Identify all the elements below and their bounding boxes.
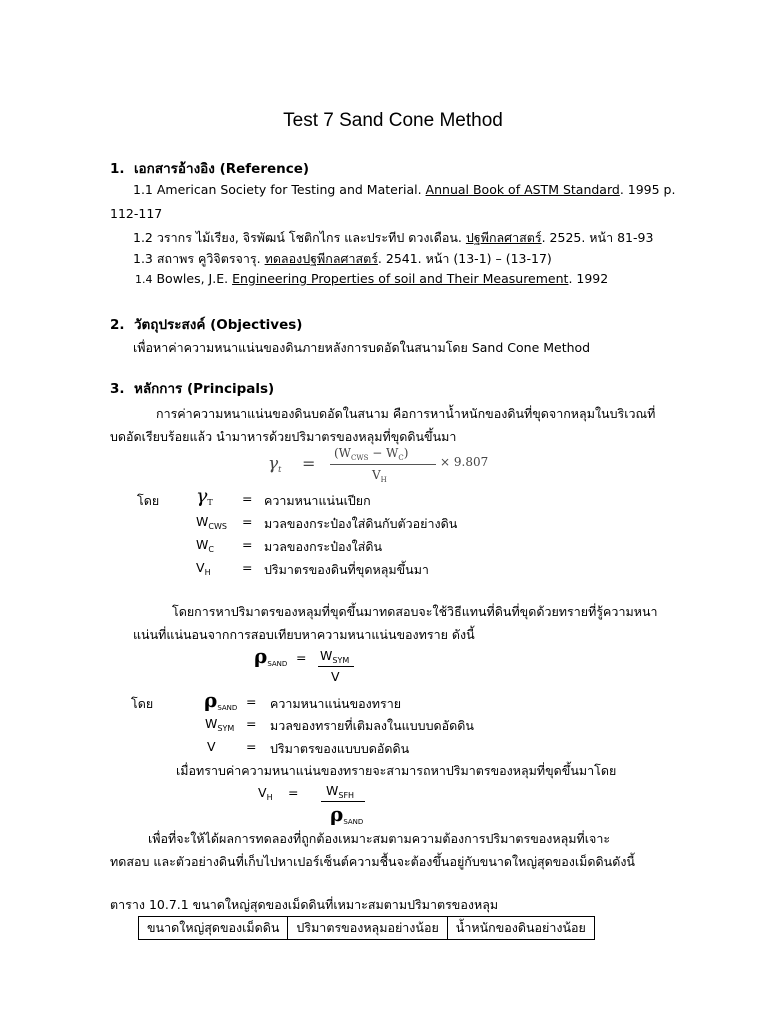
section-2-heading	[110, 313, 302, 335]
page-title: Test 7 Sand Cone Method	[283, 110, 503, 131]
table-header-cell: ปริมาตรของหลุมอย่างน้อย	[288, 917, 447, 940]
section-number: 1.	[110, 161, 125, 177]
equation-numerator: $(W_{CWS} - W_C)$	[334, 446, 409, 462]
section-title: เอกสารอ้างอิง (Reference)	[133, 161, 310, 177]
reference-1-3: 1.3 สถาพร คูวิจิตรจารุ. ทดลองปฐพีกลศาสตร์. 2541. หน้า (13-1) – (13-17)	[133, 251, 552, 266]
soil-size-table	[138, 916, 595, 940]
fraction-line	[318, 666, 354, 667]
reference-1-1: 1.1 American Society for Testing and Material. Annual Book of ASTM Standard. 1995 p.	[133, 182, 676, 197]
principles-paragraph-line-1: การค่าความหนาแน่นของดินบดอัดในสนาม คือการหาน้ำหนักของดินที่ขุดจากหลุมในบริเวณที่	[156, 406, 656, 421]
reference-1-2: 1.2 วรากร ไม้เรียง, จิรพัฒน์ โชติกไกร และประทีป ดวงเดือน. ปฐพีกลศาสตร์. 2525. หน้า 81-93	[133, 230, 654, 245]
table-header-cell: น้ำหนักของดินอย่างน้อย	[447, 917, 594, 940]
equation-sand-density: $\rho_{SAND}$ = $W_{SYM}$ V	[254, 644, 374, 688]
section-title: วัตถุประสงค์ (Objectives)	[133, 317, 303, 333]
section-number: 2.	[110, 317, 125, 333]
section-1-heading	[110, 157, 309, 179]
fraction-line	[330, 464, 436, 465]
objectives-text: เพื่อหาค่าความหนาแน่นของดินภายหลังการบดอัดในสนามโดย Sand Cone Method	[133, 340, 591, 355]
sand-method-paragraph-line-2: แน่นที่แน่นอนจากการสอบเทียบหาความหนาแน่นของทราย ดังนี้	[133, 627, 475, 642]
equation-hole-volume: $V_H$ = $W_{SFH}$ $\rho_{SAND}$	[258, 783, 364, 826]
definitions-by-label: โดย	[137, 493, 160, 508]
definitions-by-label: โดย	[131, 696, 154, 711]
requirement-paragraph-line-2: ทดสอบ และตัวอย่างดินที่เก็บไปหาเปอร์เซ็นต์ความชื้นจะต้องขึ้นอยู่กับขนาดใหญ่สุดของเม็ดดินดังนี้	[110, 854, 635, 869]
table-caption: ตาราง 10.7.1 ขนาดใหญ่สุดของเม็ดดินที่เหมาะสมตามปริมาตรของหลุม	[110, 897, 499, 912]
principles-paragraph-line-2: บดอัดเรียบร้อยแล้ว นำมาหารด้วยปริมาตรของหลุมที่ขุดดินขึ้นมา	[110, 429, 457, 444]
equation-multiplier: × 9.807	[440, 455, 489, 469]
equation-wet-density: $\gamma_t$ = $(W_{CWS} - W_C)$ $V_H$ × 9.807	[268, 446, 489, 484]
reference-1-1-continued: 112-117	[110, 206, 163, 221]
section-number: 3.	[110, 381, 125, 397]
hole-volume-paragraph: เมื่อทราบค่าความหนาแน่นของทรายจะสามารถหาปริมาตรของหลุมที่ขุดขึ้นมาโดย	[176, 763, 617, 778]
equation-denominator: $V_H$	[372, 468, 387, 484]
requirement-paragraph-line-1: เพื่อที่จะให้ได้ผลการทดลองที่ถูกต้องเหมาะสมตามความต้องการปริมาตรของหลุมที่เจาะ	[148, 831, 611, 846]
reference-1-4: 1.4 Bowles, J.E. Engineering Properties of soil and Their Measurement. 1992	[135, 271, 609, 286]
section-title: หลักการ (Principals)	[133, 381, 275, 397]
table-header-row	[139, 917, 595, 940]
table-header-cell: ขนาดใหญ่สุดของเม็ดดิน	[139, 917, 288, 940]
section-3-heading	[110, 377, 274, 399]
sand-method-paragraph-line-1: โดยการหาปริมาตรของหลุมที่ขุดขึ้นมาทดสอบจะใช้วิธีแทนที่ดินที่ขุดด้วยทรายที่รู้ความหนา	[172, 604, 658, 619]
